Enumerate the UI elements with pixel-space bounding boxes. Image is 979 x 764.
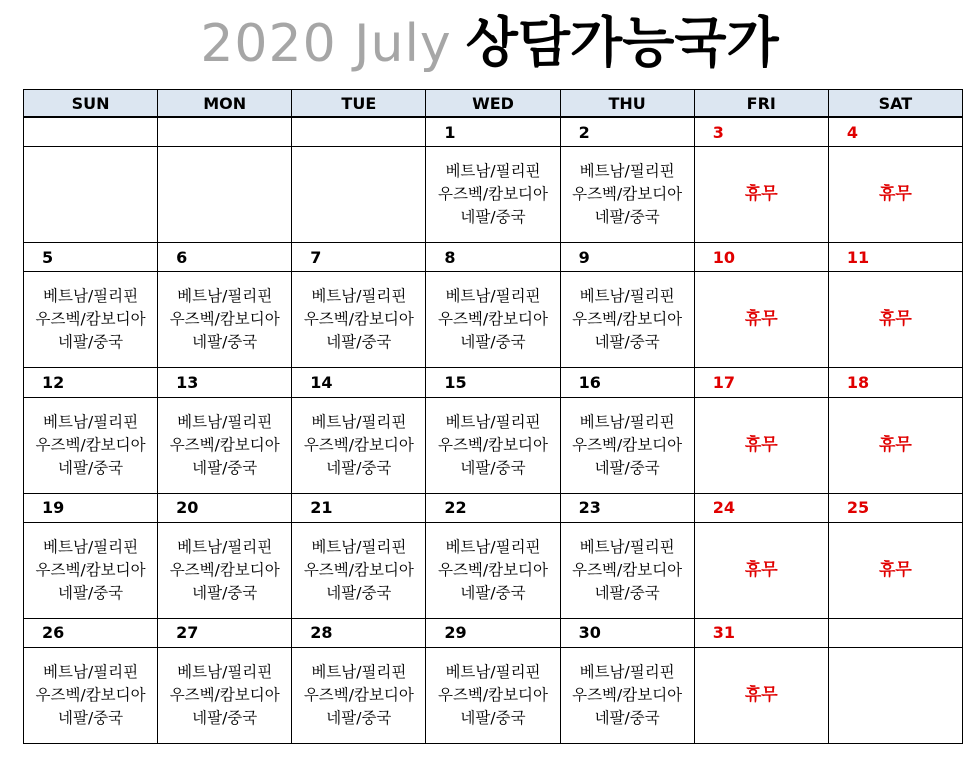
country-line: 베트남/필리핀 [43,537,139,556]
holiday-label: 휴무 [744,184,778,205]
date-number-cell: 11 [828,243,962,272]
country-line: 베트남/필리핀 [445,162,541,181]
date-number-cell: 27 [158,618,292,647]
weekday-header-sat: SAT [828,90,962,118]
page-title [0,4,979,82]
consult-countries-cell [158,272,292,368]
date-number-cell: 2 [560,117,694,147]
date-number-cell: 28 [292,618,426,647]
date-number-cell: 14 [292,368,426,397]
date-number-cell [24,117,158,147]
date-number-cell: 5 [24,243,158,272]
holiday-label: 휴무 [878,309,912,330]
country-line: 네팔/중국 [594,458,660,477]
date-number-cell: 24 [694,493,828,522]
country-line: 우즈벡/캄보디아 [35,435,146,454]
date-number-cell: 19 [24,493,158,522]
date-number-cell: 6 [158,243,292,272]
date-number-cell: 18 [828,368,962,397]
weekday-header-thu: THU [560,90,694,118]
country-line: 베트남/필리핀 [177,412,273,431]
weekday-header-wed: WED [426,90,560,118]
date-number-cell: 25 [828,493,962,522]
date-number-cell: 31 [694,618,828,647]
country-line: 우즈벡/캄보디아 [303,560,414,579]
date-number-cell [292,117,426,147]
country-line: 우즈벡/캄보디아 [437,435,549,454]
date-number-cell: 3 [694,117,828,147]
consult-countries-cell [292,522,426,618]
consult-countries-cell [24,647,158,743]
country-line: 베트남/필리핀 [177,287,273,306]
country-line: 네팔/중국 [326,458,392,477]
consult-countries-cell [24,522,158,618]
country-line: 네팔/중국 [460,583,526,602]
country-line: 네팔/중국 [192,708,258,727]
country-line: 우즈벡/캄보디아 [437,685,549,704]
date-number-cell: 7 [292,243,426,272]
consult-countries-cell [292,397,426,493]
consult-countries-cell [560,647,694,743]
country-line: 베트남/필리핀 [445,662,541,681]
country-line: 네팔/중국 [326,708,392,727]
country-line: 베트남/필리핀 [445,412,541,431]
country-line: 베트남/필리핀 [445,287,541,306]
country-line: 우즈벡/캄보디아 [169,560,280,579]
country-line: 네팔/중국 [192,458,258,477]
date-number-cell: 23 [560,493,694,522]
country-line: 우즈벡/캄보디아 [437,185,549,204]
holiday-cell [828,147,962,243]
date-number-cell: 15 [426,368,560,397]
country-line: 베트남/필리핀 [579,162,675,181]
weekday-header-tue: TUE [292,90,426,118]
country-line: 베트남/필리핀 [445,537,541,556]
weekday-header-fri: FRI [694,90,828,118]
country-line: 네팔/중국 [326,333,392,352]
country-line: 베트남/필리핀 [579,412,675,431]
holiday-cell [828,397,962,493]
empty-cell [828,647,962,743]
date-number-cell: 13 [158,368,292,397]
country-line: 우즈벡/캄보디아 [169,310,280,329]
country-line: 네팔/중국 [58,333,124,352]
consult-countries-cell [560,397,694,493]
consult-countries-cell [426,397,560,493]
date-number-cell: 4 [828,117,962,147]
country-line: 네팔/중국 [58,583,124,602]
consult-countries-cell [426,647,560,743]
consult-countries-cell [292,272,426,368]
country-line: 우즈벡/캄보디아 [35,685,146,704]
consult-countries-cell [158,522,292,618]
date-number-cell: 26 [24,618,158,647]
consult-countries-cell [24,272,158,368]
holiday-label: 휴무 [878,434,912,455]
country-line: 네팔/중국 [460,333,526,352]
calendar-table [23,89,963,744]
country-line: 네팔/중국 [594,583,660,602]
date-number-cell: 29 [426,618,560,647]
date-number-cell: 10 [694,243,828,272]
holiday-label: 휴무 [878,184,912,205]
country-line: 우즈벡/캄보디아 [169,685,280,704]
country-line: 베트남/필리핀 [43,287,139,306]
date-number-cell: 17 [694,368,828,397]
country-line: 우즈벡/캄보디아 [572,185,683,204]
country-line: 베트남/필리핀 [311,287,407,306]
country-line: 네팔/중국 [460,208,526,227]
country-line: 네팔/중국 [192,583,258,602]
date-number-cell: 8 [426,243,560,272]
date-number-cell [828,618,962,647]
holiday-cell [828,272,962,368]
empty-cell [292,147,426,243]
date-number-cell: 9 [560,243,694,272]
week-5-content-row [24,647,963,743]
calendar-body [24,117,963,744]
holiday-cell [828,522,962,618]
consult-countries-cell [158,647,292,743]
holiday-cell [694,397,828,493]
country-line: 우즈벡/캄보디아 [437,560,549,579]
week-2-content-row [24,272,963,368]
week-4-content-row [24,522,963,618]
country-line: 우즈벡/캄보디아 [303,435,414,454]
week-3-content-row [24,397,963,493]
weekday-header-row [24,90,963,118]
empty-cell [158,147,292,243]
date-number-cell: 20 [158,493,292,522]
country-line: 네팔/중국 [326,583,392,602]
holiday-label: 휴무 [744,309,778,330]
week-1-date-row [24,117,963,147]
country-line: 우즈벡/캄보디아 [572,435,683,454]
consult-countries-cell [560,147,694,243]
holiday-label: 휴무 [744,434,778,455]
consult-countries-cell [426,522,560,618]
weekday-header-mon: MON [158,90,292,118]
date-number-cell: 21 [292,493,426,522]
country-line: 우즈벡/캄보디아 [572,685,683,704]
country-line: 베트남/필리핀 [311,662,407,681]
title-year-month: 2020 July [200,14,452,74]
country-line: 우즈벡/캄보디아 [572,560,683,579]
country-line: 우즈벡/캄보디아 [437,310,549,329]
country-line: 네팔/중국 [460,458,526,477]
week-5-date-row [24,618,963,647]
holiday-label: 휴무 [878,559,912,580]
holiday-label: 휴무 [744,559,778,580]
country-line: 베트남/필리핀 [579,662,675,681]
consult-countries-cell [560,272,694,368]
country-line: 우즈벡/캄보디아 [35,560,146,579]
empty-cell [24,147,158,243]
country-line: 베트남/필리핀 [311,412,407,431]
week-3-date-row [24,368,963,397]
title-heading: 상담가능국가 [465,11,779,74]
consult-countries-cell [560,522,694,618]
date-number-cell: 12 [24,368,158,397]
consult-countries-cell [158,397,292,493]
country-line: 베트남/필리핀 [579,537,675,556]
country-line: 네팔/중국 [594,333,660,352]
country-line: 우즈벡/캄보디아 [303,685,414,704]
country-line: 베트남/필리핀 [177,662,273,681]
country-line: 네팔/중국 [58,458,124,477]
week-1-content-row [24,147,963,243]
country-line: 네팔/중국 [192,333,258,352]
date-number-cell: 30 [560,618,694,647]
holiday-cell [694,272,828,368]
country-line: 네팔/중국 [58,708,124,727]
holiday-cell [694,647,828,743]
country-line: 우즈벡/캄보디아 [169,435,280,454]
date-number-cell: 1 [426,117,560,147]
country-line: 베트남/필리핀 [311,537,407,556]
weekday-header-sun: SUN [24,90,158,118]
week-2-date-row [24,243,963,272]
country-line: 네팔/중국 [594,708,660,727]
country-line: 네팔/중국 [460,708,526,727]
country-line: 베트남/필리핀 [43,662,139,681]
week-4-date-row [24,493,963,522]
holiday-label: 휴무 [744,684,778,705]
country-line: 우즈벡/캄보디아 [35,310,146,329]
country-line: 베트남/필리핀 [43,412,139,431]
holiday-cell [694,522,828,618]
date-number-cell: 16 [560,368,694,397]
country-line: 우즈벡/캄보디아 [303,310,414,329]
country-line: 베트남/필리핀 [177,537,273,556]
country-line: 네팔/중국 [594,208,660,227]
holiday-cell [694,147,828,243]
consult-countries-cell [24,397,158,493]
consult-countries-cell [426,147,560,243]
consult-countries-cell [426,272,560,368]
date-number-cell: 22 [426,493,560,522]
date-number-cell [158,117,292,147]
country-line: 우즈벡/캄보디아 [572,310,683,329]
country-line: 베트남/필리핀 [579,287,675,306]
consult-countries-cell [292,647,426,743]
